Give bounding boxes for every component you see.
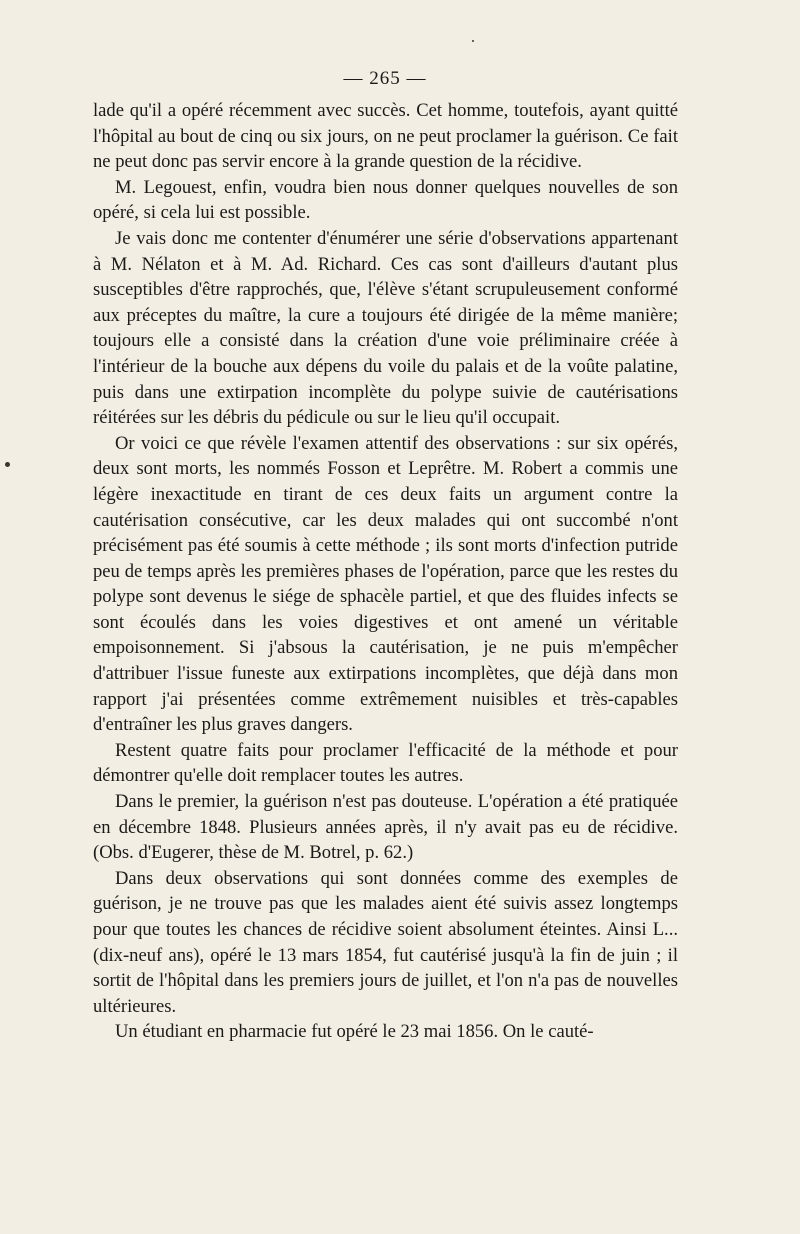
paragraph-3: Je vais donc me contenter d'énumérer une série d'observations appartenant à M. Nélaton et à M. Ad. Richard. Ces cas sont d'ailleurs d'autant plus susceptibles d'être rapprochés, que, l'élève s'étant scrupuleusement conformé aux préceptes du maître, la cure a toujours été dirigée de la même manière; toujours elle a consisté dans la création d'une voie préliminaire créée à l'intérieur de la bouche aux dépens du voile du palais et de la voûte palatine, puis dans une extirpation incomplète du polype suivie de cautérisations réitérées sur les débris du pédicule ou sur le lieu qu'il occupait.	[93, 227, 678, 429]
paragraph-4: Or voici ce que révèle l'examen attentif des observations : sur six opérés, deux sont morts, les nommés Fosson et Leprêtre. M. Robert a commis une légère inexactitude en tirant de ces deux faits un argument contre la cautérisation consécutive, car les deux malades qui ont succombé n'ont précisément pas été soumis à cette méthode ; ils sont morts d'infection putride peu de temps après les premières phases de l'opération, parce que les restes du polype sont devenus le siége de sphacèle partiel, et que des fluides infects se sont écoulés dans les voies digestives et ont amené un véritable empoisonnement. Si j'absous la cautérisation, je ne puis m'empêcher d'attribuer l'issue funeste aux extirpations incomplètes, que déjà dans mon rapport j'ai présentées comme extrêmement nuisibles et très-capables d'entraîner les plus graves dangers.	[93, 432, 678, 736]
ink-speck	[5, 462, 10, 467]
body-text	[93, 98, 678, 1045]
paragraph-7: Dans deux observations qui sont données comme des exemples de guérison, je ne trouve pas que les malades aient été suivis assez longtemps pour que toutes les chances de récidive soient absolument éteintes. Ainsi L... (dix-neuf ans), opéré le 13 mars 1854, fut cautérisé jusqu'à la fin de juin ; il sortit de l'hôpital dans les premiers jours de juillet, et l'on n'a pas de nouvelles ultérieures.	[93, 867, 678, 1017]
ink-speck	[472, 40, 474, 42]
paragraph-1: lade qu'il a opéré récemment avec succès. Cet homme, toutefois, ayant quitté l'hôpital au bout de cinq ou six jours, on ne peut proclamer la guérison. Ce fait ne peut donc pas servir encore à la grande question de la récidive.	[93, 100, 678, 173]
paragraph-6: Dans le premier, la guérison n'est pas douteuse. L'opération a été pratiquée en décembre 1848. Plusieurs années après, il n'y avait pas eu de récidive. (Obs. d'Eugerer, thèse de M. Botrel, p. 62.)	[93, 791, 678, 864]
page-number: — 265 —	[343, 68, 427, 89]
paragraph-8: Un étudiant en pharmacie fut opéré le 23 mai 1856. On le cauté-	[115, 1021, 594, 1043]
paragraph-2: M. Legouest, enfin, voudra bien nous donner quelques nouvelles de son opéré, si cela lui est possible.	[93, 176, 678, 224]
paragraph-5: Restent quatre faits pour proclamer l'efficacité de la méthode et pour démontrer qu'elle doit remplacer toutes les autres.	[93, 739, 678, 787]
